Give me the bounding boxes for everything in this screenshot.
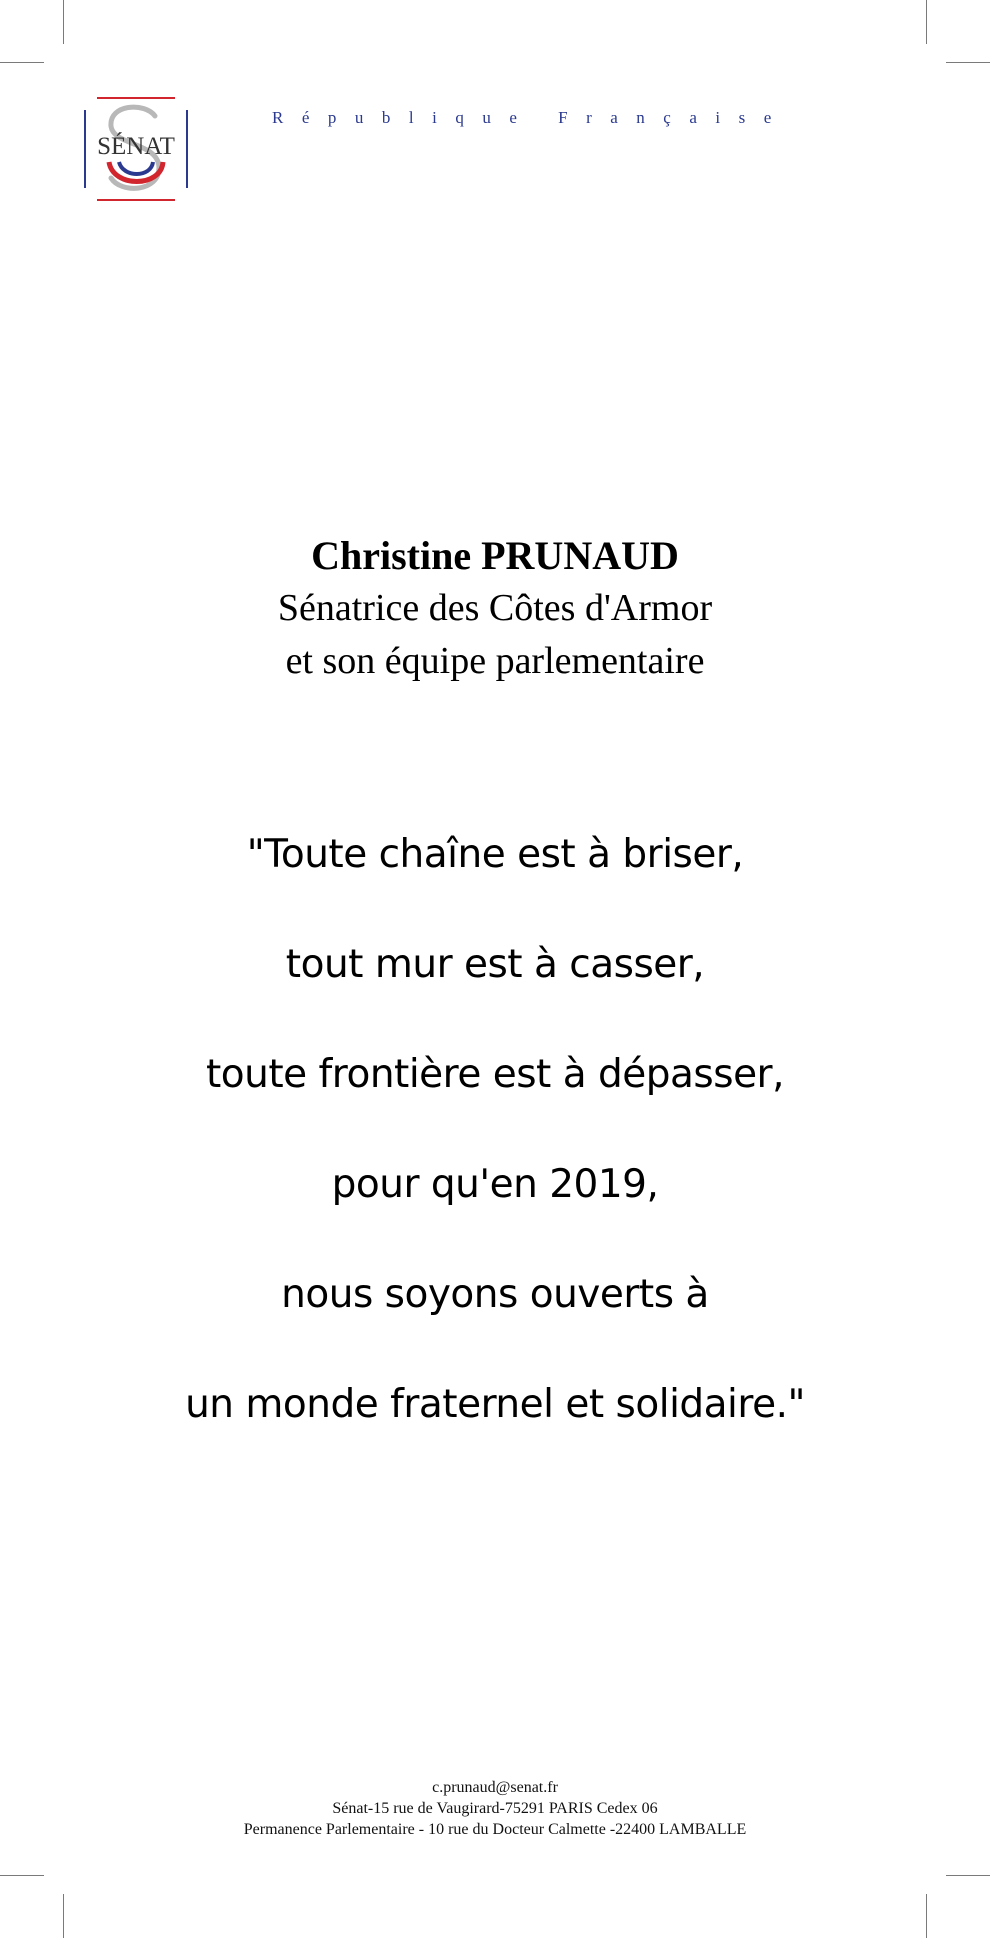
- crop-mark-bottom-right-horizontal: [946, 1875, 990, 1876]
- footer-address: Sénat-15 rue de Vaugirard-75291 PARIS Cedex 06: [332, 1800, 658, 1817]
- quote-line: "Toute chaîne est à briser,: [246, 832, 744, 877]
- quote-line: un monde fraternel et solidaire.": [185, 1382, 805, 1427]
- crop-mark-bottom-left-vertical: [63, 1894, 64, 1938]
- team-line: et son équipe parlementaire: [285, 640, 705, 682]
- quote-line: toute frontière est à dépasser,: [206, 1052, 784, 1097]
- quote-line: nous soyons ouverts à: [281, 1272, 709, 1317]
- crop-mark-top-left-vertical: [63, 0, 64, 44]
- senator-role: Sénatrice des Côtes d'Armor: [277, 587, 713, 629]
- crop-mark-bottom-right-vertical: [926, 1894, 927, 1938]
- sender-identity: [0, 530, 990, 688]
- footer-email: c.prunaud@senat.fr: [432, 1779, 558, 1796]
- senat-logo: [83, 96, 189, 202]
- quote-block: [0, 800, 990, 1460]
- crop-mark-top-right-horizontal: [946, 62, 990, 63]
- crop-mark-top-left-horizontal: [0, 62, 44, 63]
- senat-logo-wordmark: SÉNAT: [97, 133, 175, 160]
- footer-permanence: Permanence Parlementaire - 10 rue du Docteur Calmette -22400 LAMBALLE: [243, 1821, 747, 1838]
- crop-mark-top-right-vertical: [926, 0, 927, 44]
- senator-name: Christine PRUNAUD: [311, 533, 679, 578]
- footer-contact: [0, 1777, 990, 1840]
- quote-line: pour qu'en 2019,: [331, 1162, 659, 1207]
- republique-francaise-heading: République Française: [272, 108, 790, 127]
- quote-line: tout mur est à casser,: [285, 942, 705, 987]
- crop-mark-bottom-left-horizontal: [0, 1875, 44, 1876]
